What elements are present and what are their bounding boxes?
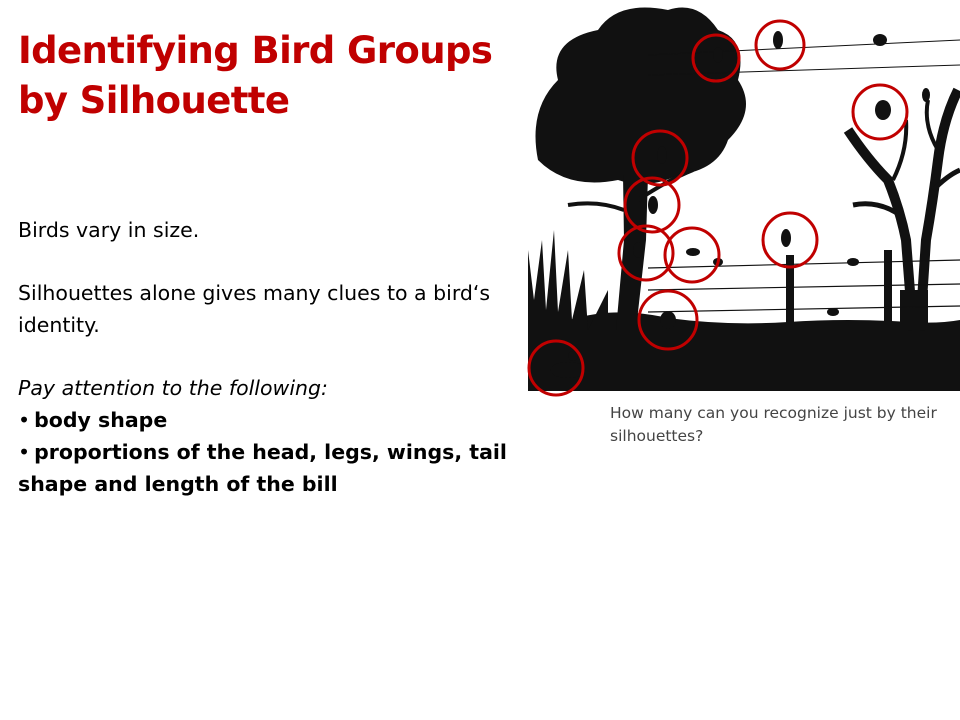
bird-silhouette-scene-image <box>528 0 960 391</box>
paragraph-size: Birds vary in size. <box>18 218 200 242</box>
slide-title <box>18 26 538 126</box>
attention-prompt: Pay attention to the following: <box>18 376 328 400</box>
bullet-text: body shape <box>34 408 168 432</box>
bullet-text: proportions of the head, legs, wings, tail shape and length of the bill <box>18 440 507 496</box>
paragraph-silhouettes: Silhouettes alone gives many clues to a bird‘s identity. <box>18 281 491 337</box>
image-caption: How many can you recognize just by their silhouettes? <box>610 404 937 445</box>
bullet-icon: • <box>18 440 31 464</box>
bullet-item <box>18 436 528 500</box>
bullet-item <box>18 404 528 436</box>
bullet-icon: • <box>18 408 31 432</box>
title-line-2: by Silhouette <box>18 79 290 122</box>
slide-body <box>18 214 528 500</box>
title-line-1: Identifying Bird Groups <box>18 29 493 72</box>
